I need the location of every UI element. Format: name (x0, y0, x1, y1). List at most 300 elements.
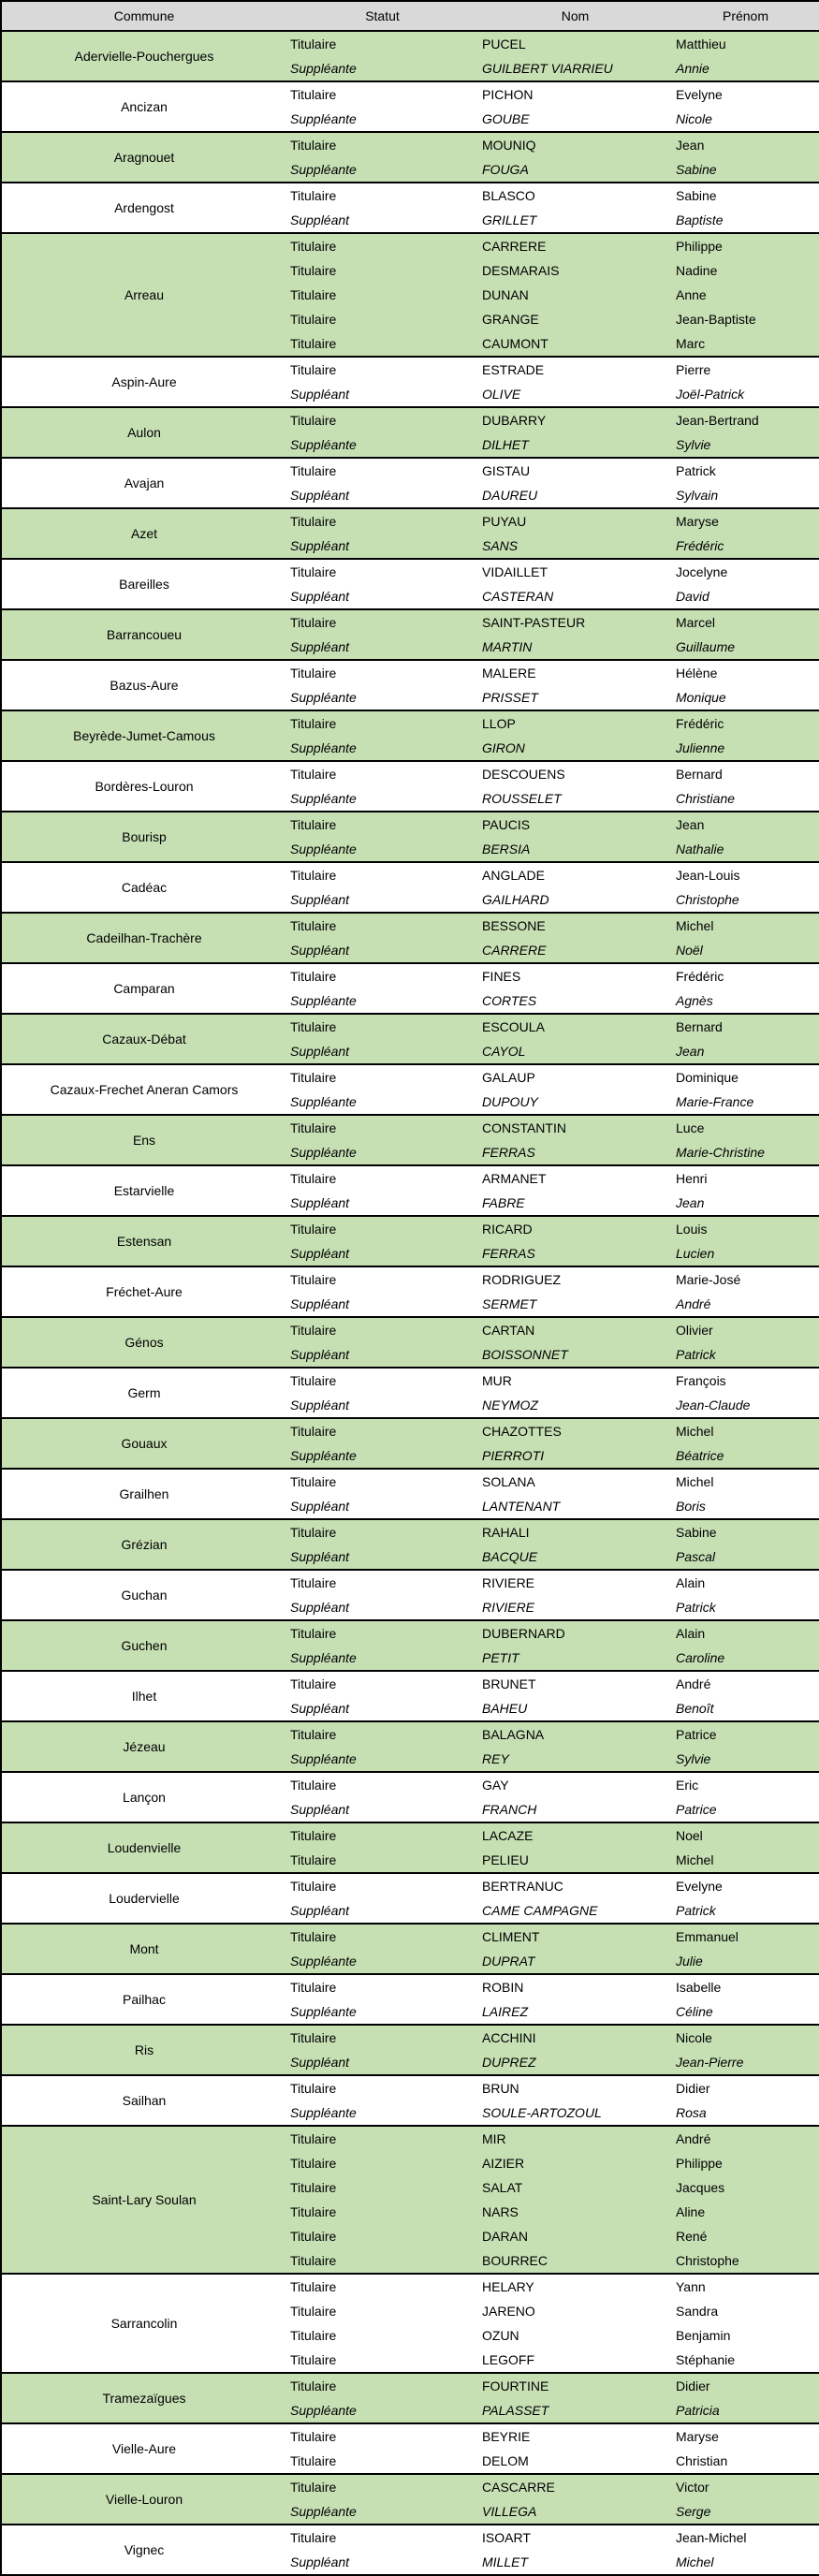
prenom-cell: Sylvie (672, 432, 819, 458)
nom-cell: RAHALI (478, 1519, 672, 1544)
statut-cell: Suppléant (286, 1342, 478, 1368)
statut-cell: Titulaire (286, 2373, 478, 2398)
nom-cell: CAUMONT (478, 331, 672, 357)
nom-cell: BAHEU (478, 1696, 672, 1721)
nom-cell: HELARY (478, 2274, 672, 2299)
nom-cell: SALAT (478, 2175, 672, 2200)
nom-cell: GALAUP (478, 1064, 672, 1090)
prenom-cell: Noël (672, 938, 819, 963)
nom-cell: RIVIERE (478, 1570, 672, 1595)
commune-cell: Guchan (1, 1570, 286, 1620)
table-row (1, 1519, 819, 1544)
nom-cell: BRUN (478, 2075, 672, 2100)
prenom-cell: Bernard (672, 1014, 819, 1039)
nom-cell: MARTIN (478, 635, 672, 660)
table-row (1, 2025, 819, 2050)
statut-cell: Suppléant (286, 483, 478, 508)
table-body (1, 31, 819, 2575)
nom-cell: VIDAILLET (478, 559, 672, 584)
commune-cell: Loudenvielle (1, 1822, 286, 1873)
prenom-cell: Serge (672, 2499, 819, 2525)
table-row (1, 1772, 819, 1797)
prenom-cell: Marie-José (672, 1266, 819, 1292)
statut-cell: Titulaire (286, 2025, 478, 2050)
table-row (1, 710, 819, 736)
nom-cell: FOUGA (478, 157, 672, 183)
commune-cell: Jézeau (1, 1721, 286, 1772)
prenom-cell: Guillaume (672, 635, 819, 660)
statut-cell: Titulaire (286, 812, 478, 837)
statut-cell: Suppléant (286, 1191, 478, 1216)
commune-cell: Ilhet (1, 1671, 286, 1721)
table-row (1, 1368, 819, 1393)
commune-cell: Aragnouet (1, 132, 286, 183)
nom-cell: MIR (478, 2126, 672, 2151)
commune-cell: Ardengost (1, 183, 286, 233)
commune-cell: Cazaux-Frechet Aneran Camors (1, 1064, 286, 1115)
statut-cell: Titulaire (286, 1822, 478, 1848)
commune-cell: Tramezaïgues (1, 2373, 286, 2423)
prenom-cell: Louis (672, 1216, 819, 1241)
table-row (1, 1115, 819, 1140)
statut-cell: Titulaire (286, 81, 478, 107)
statut-cell: Titulaire (286, 132, 478, 157)
nom-cell: BERSIA (478, 837, 672, 862)
statut-cell: Suppléante (286, 1646, 478, 1671)
prenom-cell: Patrice (672, 1721, 819, 1747)
prenom-cell: Frédéric (672, 710, 819, 736)
nom-cell: FERRAS (478, 1140, 672, 1165)
commune-cell: Adervielle-Pouchergues (1, 31, 286, 81)
nom-cell: BALAGNA (478, 1721, 672, 1747)
prenom-cell: Jean (672, 812, 819, 837)
nom-cell: CARRERE (478, 233, 672, 258)
nom-cell: BRUNET (478, 1671, 672, 1696)
prenom-cell: Jean (672, 132, 819, 157)
nom-cell: FABRE (478, 1191, 672, 1216)
nom-cell: GAY (478, 1772, 672, 1797)
statut-cell: Suppléante (286, 1747, 478, 1772)
nom-cell: CASCARRE (478, 2474, 672, 2499)
prenom-cell: Jean-Michel (672, 2525, 819, 2550)
prenom-cell: Julie (672, 1949, 819, 1974)
statut-cell: Suppléante (286, 1999, 478, 2025)
prenom-cell: Agnès (672, 988, 819, 1014)
table-row (1, 1570, 819, 1595)
prenom-cell: Michel (672, 913, 819, 938)
prenom-cell: Sandra (672, 2299, 819, 2323)
statut-cell: Suppléante (286, 157, 478, 183)
nom-cell: PETIT (478, 1646, 672, 1671)
header-commune: Commune (1, 1, 286, 31)
nom-cell: CARTAN (478, 1317, 672, 1342)
nom-cell: DESCOUENS (478, 761, 672, 786)
nom-cell: PUYAU (478, 508, 672, 534)
statut-cell: Titulaire (286, 1368, 478, 1393)
commune-cell: Bordères-Louron (1, 761, 286, 812)
statut-cell: Suppléant (286, 1544, 478, 1570)
prenom-cell: Sabine (672, 1519, 819, 1544)
commune-cell: Bazus-Aure (1, 660, 286, 710)
table-row (1, 2474, 819, 2499)
statut-cell: Titulaire (286, 1317, 478, 1342)
nom-cell: MILLET (478, 2550, 672, 2575)
statut-cell: Suppléante (286, 432, 478, 458)
nom-cell: JARENO (478, 2299, 672, 2323)
nom-cell: PRISSET (478, 685, 672, 710)
nom-cell: FRANCH (478, 1797, 672, 1822)
nom-cell: GOUBE (478, 107, 672, 132)
prenom-cell: Patrick (672, 1342, 819, 1368)
prenom-cell: Pascal (672, 1544, 819, 1570)
prenom-cell: René (672, 2224, 819, 2248)
statut-cell: Titulaire (286, 1519, 478, 1544)
statut-cell: Suppléant (286, 1039, 478, 1064)
nom-cell: PIERROTI (478, 1443, 672, 1469)
nom-cell: SOLANA (478, 1469, 672, 1494)
nom-cell: FINES (478, 963, 672, 988)
prenom-cell: Bernard (672, 761, 819, 786)
table-row (1, 559, 819, 584)
nom-cell: PUCEL (478, 31, 672, 56)
prenom-cell: Monique (672, 685, 819, 710)
prenom-cell: Baptiste (672, 208, 819, 233)
prenom-cell: Patrick (672, 1898, 819, 1924)
header-statut: Statut (286, 1, 478, 31)
prenom-cell: Emmanuel (672, 1924, 819, 1949)
commune-cell: Cazaux-Débat (1, 1014, 286, 1064)
statut-cell: Suppléant (286, 1241, 478, 1266)
prenom-cell: Isabelle (672, 1974, 819, 1999)
nom-cell: SANS (478, 534, 672, 559)
statut-cell: Suppléant (286, 1393, 478, 1418)
nom-cell: PICHON (478, 81, 672, 107)
table-row (1, 660, 819, 685)
nom-cell: GRILLET (478, 208, 672, 233)
prenom-cell: Christian (672, 2449, 819, 2474)
statut-cell: Suppléant (286, 1595, 478, 1620)
prenom-cell: Jean (672, 1039, 819, 1064)
nom-cell: DUBARRY (478, 407, 672, 432)
commune-cell: Aspin-Aure (1, 357, 286, 407)
table-row (1, 1721, 819, 1747)
nom-cell: MUR (478, 1368, 672, 1393)
prenom-cell: Didier (672, 2075, 819, 2100)
statut-cell: Titulaire (286, 2126, 478, 2151)
prenom-cell: Sabine (672, 183, 819, 208)
table-row (1, 1216, 819, 1241)
table-row (1, 183, 819, 208)
table-row (1, 862, 819, 887)
table-row (1, 2525, 819, 2550)
statut-cell: Suppléante (286, 2398, 478, 2423)
prenom-cell: Yann (672, 2274, 819, 2299)
prenom-cell: Julienne (672, 736, 819, 761)
prenom-cell: Benoît (672, 1696, 819, 1721)
prenom-cell: Christiane (672, 786, 819, 812)
statut-cell: Titulaire (286, 609, 478, 635)
prenom-cell: Alain (672, 1570, 819, 1595)
table-row (1, 1014, 819, 1039)
table-row (1, 1266, 819, 1292)
nom-cell: SOULE-ARTOZOUL (478, 2100, 672, 2126)
statut-cell: Titulaire (286, 258, 478, 283)
table-row (1, 407, 819, 432)
prenom-cell: Evelyne (672, 81, 819, 107)
statut-cell: Suppléant (286, 1494, 478, 1519)
commune-cell: Barrancoueu (1, 609, 286, 660)
prenom-cell: Christophe (672, 2248, 819, 2274)
nom-cell: NARS (478, 2200, 672, 2224)
nom-cell: PELIEU (478, 1848, 672, 1873)
commune-cell: Saint-Lary Soulan (1, 2126, 286, 2274)
nom-cell: ISOART (478, 2525, 672, 2550)
nom-cell: BEYRIE (478, 2423, 672, 2449)
prenom-cell: Michel (672, 2550, 819, 2575)
prenom-cell: Jean-Claude (672, 1393, 819, 1418)
header-nom: Nom (478, 1, 672, 31)
nom-cell: ARMANET (478, 1165, 672, 1191)
nom-cell: ANGLADE (478, 862, 672, 887)
commune-cell: Vignec (1, 2525, 286, 2575)
statut-cell: Titulaire (286, 407, 478, 432)
nom-cell: LEGOFF (478, 2348, 672, 2373)
statut-cell: Titulaire (286, 2423, 478, 2449)
statut-cell: Titulaire (286, 1873, 478, 1898)
table-row (1, 913, 819, 938)
nom-cell: AIZIER (478, 2151, 672, 2175)
prenom-cell: Patrice (672, 1797, 819, 1822)
nom-cell: CASTERAN (478, 584, 672, 609)
prenom-cell: Sabine (672, 157, 819, 183)
statut-cell: Titulaire (286, 1974, 478, 1999)
statut-cell: Titulaire (286, 2525, 478, 2550)
statut-cell: Suppléant (286, 938, 478, 963)
commune-cell: Grézian (1, 1519, 286, 1570)
statut-cell: Titulaire (286, 2348, 478, 2373)
table-row (1, 2075, 819, 2100)
commune-cell: Avajan (1, 458, 286, 508)
nom-cell: PAUCIS (478, 812, 672, 837)
prenom-cell: Caroline (672, 1646, 819, 1671)
statut-cell: Suppléant (286, 2550, 478, 2575)
statut-cell: Suppléant (286, 1292, 478, 1317)
nom-cell: PALASSET (478, 2398, 672, 2423)
commune-cell: Vielle-Aure (1, 2423, 286, 2474)
statut-cell: Titulaire (286, 2299, 478, 2323)
prenom-cell: Olivier (672, 1317, 819, 1342)
nom-cell: CORTES (478, 988, 672, 1014)
commune-cell: Loudervielle (1, 1873, 286, 1924)
prenom-cell: Eric (672, 1772, 819, 1797)
nom-cell: DUPRAT (478, 1949, 672, 1974)
commune-cell: Mont (1, 1924, 286, 1974)
nom-cell: REY (478, 1747, 672, 1772)
statut-cell: Titulaire (286, 1671, 478, 1696)
commune-cell: Grailhen (1, 1469, 286, 1519)
nom-cell: GIRON (478, 736, 672, 761)
prenom-cell: Patrick (672, 1595, 819, 1620)
commune-cell: Gouaux (1, 1418, 286, 1469)
prenom-cell: André (672, 1671, 819, 1696)
statut-cell: Titulaire (286, 31, 478, 56)
statut-cell: Titulaire (286, 862, 478, 887)
commune-cell: Sarrancolin (1, 2274, 286, 2373)
statut-cell: Suppléant (286, 1696, 478, 1721)
prenom-cell: Patricia (672, 2398, 819, 2423)
statut-cell: Suppléant (286, 534, 478, 559)
commune-cell: Aulon (1, 407, 286, 458)
statut-cell: Suppléante (286, 1090, 478, 1115)
prenom-cell: Michel (672, 1418, 819, 1443)
table-row (1, 1469, 819, 1494)
prenom-cell: David (672, 584, 819, 609)
commune-cell: Estarvielle (1, 1165, 286, 1216)
prenom-cell: Nadine (672, 258, 819, 283)
statut-cell: Suppléante (286, 1140, 478, 1165)
prenom-cell: Michel (672, 1469, 819, 1494)
prenom-cell: Aline (672, 2200, 819, 2224)
nom-cell: BESSONE (478, 913, 672, 938)
statut-cell: Titulaire (286, 2224, 478, 2248)
statut-cell: Suppléant (286, 382, 478, 407)
statut-cell: Titulaire (286, 2151, 478, 2175)
nom-cell: GUILBERT VIARRIEU (478, 56, 672, 81)
prenom-cell: Joël-Patrick (672, 382, 819, 407)
commune-cell: Ris (1, 2025, 286, 2075)
table-row (1, 233, 819, 258)
prenom-cell: Annie (672, 56, 819, 81)
nom-cell: RODRIGUEZ (478, 1266, 672, 1292)
nom-cell: GISTAU (478, 458, 672, 483)
prenom-cell: Jean-Bertrand (672, 407, 819, 432)
statut-cell: Titulaire (286, 761, 478, 786)
prenom-cell: Philippe (672, 233, 819, 258)
nom-cell: CHAZOTTES (478, 1418, 672, 1443)
commune-cell: Estensan (1, 1216, 286, 1266)
commune-cell: Vielle-Louron (1, 2474, 286, 2525)
statut-cell: Titulaire (286, 2274, 478, 2299)
nom-cell: SERMET (478, 1292, 672, 1317)
statut-cell: Titulaire (286, 508, 478, 534)
statut-cell: Suppléante (286, 736, 478, 761)
statut-cell: Suppléant (286, 208, 478, 233)
prenom-cell: Frédéric (672, 963, 819, 988)
statut-cell: Titulaire (286, 1216, 478, 1241)
prenom-cell: Benjamin (672, 2323, 819, 2348)
statut-cell: Titulaire (286, 183, 478, 208)
nom-cell: DILHET (478, 432, 672, 458)
nom-cell: RICARD (478, 1216, 672, 1241)
statut-cell: Titulaire (286, 331, 478, 357)
statut-cell: Titulaire (286, 1469, 478, 1494)
statut-cell: Titulaire (286, 1620, 478, 1646)
commune-cell: Guchen (1, 1620, 286, 1671)
statut-cell: Titulaire (286, 1165, 478, 1191)
statut-cell: Titulaire (286, 1570, 478, 1595)
nom-cell: BACQUE (478, 1544, 672, 1570)
commune-cell: Cadeilhan-Trachère (1, 913, 286, 963)
prenom-cell: Victor (672, 2474, 819, 2499)
statut-cell: Suppléante (286, 2499, 478, 2525)
prenom-cell: Céline (672, 1999, 819, 2025)
prenom-cell: Frédéric (672, 534, 819, 559)
table-row (1, 1671, 819, 1696)
statut-cell: Suppléant (286, 1797, 478, 1822)
table-row (1, 1418, 819, 1443)
statut-cell: Titulaire (286, 1772, 478, 1797)
header-row (1, 1, 819, 31)
nom-cell: BERTRANUC (478, 1873, 672, 1898)
statut-cell: Suppléant (286, 584, 478, 609)
statut-cell: Suppléante (286, 1949, 478, 1974)
statut-cell: Titulaire (286, 1115, 478, 1140)
commune-cell: Camparan (1, 963, 286, 1014)
nom-cell: GAILHARD (478, 887, 672, 913)
table-row (1, 132, 819, 157)
prenom-cell: Marie-France (672, 1090, 819, 1115)
table-row (1, 2126, 819, 2151)
table-row (1, 963, 819, 988)
nom-cell: CLIMENT (478, 1924, 672, 1949)
nom-cell: DESMARAIS (478, 258, 672, 283)
prenom-cell: Jean-Pierre (672, 2050, 819, 2075)
nom-cell: GRANGE (478, 307, 672, 331)
prenom-cell: Noel (672, 1822, 819, 1848)
nom-cell: DUBERNARD (478, 1620, 672, 1646)
statut-cell: Suppléant (286, 1898, 478, 1924)
statut-cell: Titulaire (286, 1721, 478, 1747)
statut-cell: Suppléant (286, 2050, 478, 2075)
statut-cell: Titulaire (286, 2474, 478, 2499)
statut-cell: Suppléant (286, 887, 478, 913)
statut-cell: Titulaire (286, 1064, 478, 1090)
statut-cell: Titulaire (286, 1924, 478, 1949)
header-prenom: Prénom (672, 1, 819, 31)
nom-cell: ACCHINI (478, 2025, 672, 2050)
table-row (1, 81, 819, 107)
prenom-cell: Alain (672, 1620, 819, 1646)
prenom-cell: Didier (672, 2373, 819, 2398)
prenom-cell: Evelyne (672, 1873, 819, 1898)
prenom-cell: Dominique (672, 1064, 819, 1090)
commune-cell: Azet (1, 508, 286, 559)
commune-cell: Sailhan (1, 2075, 286, 2126)
nom-cell: CAYOL (478, 1039, 672, 1064)
prenom-cell: Sylvain (672, 483, 819, 508)
table-row (1, 2423, 819, 2449)
prenom-cell: Nicole (672, 107, 819, 132)
table-row (1, 2373, 819, 2398)
statut-cell: Titulaire (286, 2449, 478, 2474)
commune-cell: Bareilles (1, 559, 286, 609)
prenom-cell: Matthieu (672, 31, 819, 56)
nom-cell: BLASCO (478, 183, 672, 208)
table-row (1, 458, 819, 483)
prenom-cell: Nicole (672, 2025, 819, 2050)
nom-cell: LAIREZ (478, 1999, 672, 2025)
table-row (1, 609, 819, 635)
prenom-cell: Luce (672, 1115, 819, 1140)
nom-cell: OZUN (478, 2323, 672, 2348)
nom-cell: LACAZE (478, 1822, 672, 1848)
statut-cell: Suppléante (286, 837, 478, 862)
prenom-cell: Jocelyne (672, 559, 819, 584)
nom-cell: DUPOUY (478, 1090, 672, 1115)
table-row (1, 1064, 819, 1090)
commune-cell: Arreau (1, 233, 286, 357)
nom-cell: DARAN (478, 2224, 672, 2248)
